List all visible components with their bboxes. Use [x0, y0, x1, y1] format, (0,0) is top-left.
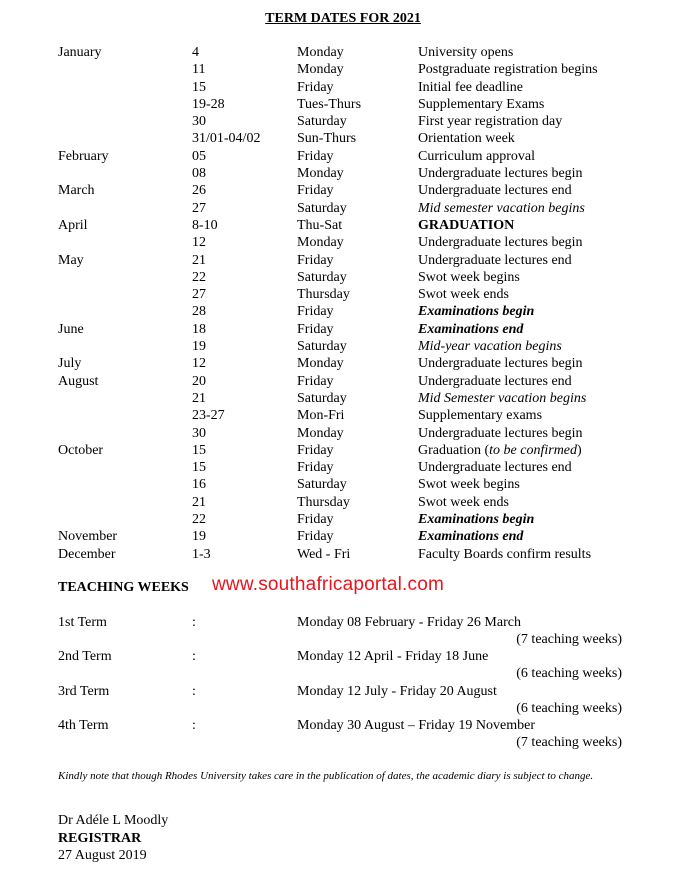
event-text: Undergraduate lectures end	[418, 183, 572, 199]
table-row	[0, 338, 686, 355]
day-cell: Friday	[297, 460, 334, 476]
term-entry	[0, 615, 686, 651]
day-cell: Thu-Sat	[297, 217, 343, 233]
table-row	[0, 148, 686, 165]
table-row	[0, 390, 686, 407]
event-text: Supplementary exams	[418, 408, 543, 424]
table-row	[0, 44, 686, 61]
event-cell	[418, 269, 520, 286]
event-text: GRADUATION	[418, 217, 515, 233]
event-cell	[418, 61, 598, 78]
term-name: 3rd Term	[58, 684, 110, 699]
event-cell	[418, 252, 572, 269]
day-cell: Saturday	[297, 200, 347, 216]
event-text: Examinations end	[418, 321, 524, 337]
table-row	[0, 61, 686, 78]
event-text: Undergraduate lectures begin	[418, 235, 583, 251]
date-cell: 11	[192, 62, 206, 78]
day-cell: Friday	[297, 512, 334, 528]
day-cell: Friday	[297, 148, 334, 164]
event-cell	[418, 182, 572, 199]
table-row	[0, 528, 686, 545]
event-cell	[418, 44, 513, 61]
event-cell	[418, 303, 534, 320]
day-cell: Friday	[297, 373, 334, 389]
date-cell: 28	[192, 304, 206, 320]
day-cell: Friday	[297, 252, 334, 268]
date-cell: 05	[192, 148, 206, 164]
table-row	[0, 442, 686, 459]
day-cell: Monday	[297, 425, 344, 441]
table-row	[0, 269, 686, 286]
month-cell: March	[58, 183, 95, 199]
event-cell	[418, 494, 509, 511]
event-cell	[418, 321, 523, 338]
term-entry	[0, 649, 686, 685]
table-row	[0, 217, 686, 234]
event-text: Mid Semester vacation begins	[418, 390, 587, 406]
table-row	[0, 303, 686, 320]
table-row	[0, 373, 686, 390]
event-text: Mid semester vacation begins	[418, 200, 585, 216]
term-name: 4th Term	[58, 718, 109, 733]
table-row	[0, 286, 686, 303]
day-cell: Sun-Thurs	[297, 131, 357, 147]
date-cell: 12	[192, 356, 206, 372]
event-cell	[418, 546, 591, 563]
term-colon: :	[192, 684, 196, 699]
event-text: )	[577, 442, 582, 458]
table-row	[0, 476, 686, 493]
disclaimer-note: Kindly note that though Rhodes University takes care in the publication of dates, the academic diary is subject to change.	[58, 770, 594, 782]
event-text: to be confirmed	[489, 442, 578, 458]
event-text: Undergraduate lectures begin	[418, 166, 583, 182]
month-cell: May	[58, 252, 84, 268]
event-cell	[418, 148, 535, 165]
table-row	[0, 130, 686, 147]
date-cell: 18	[192, 321, 206, 337]
term-range: Monday 12 April - Friday 18 June	[297, 649, 489, 664]
table-row	[0, 182, 686, 199]
page-title: TERM DATES FOR 2021	[265, 11, 421, 26]
term-entry	[0, 718, 686, 754]
signatory-role: REGISTRAR	[58, 831, 142, 846]
table-row	[0, 113, 686, 130]
term-weeks: (6 teaching weeks)	[516, 666, 622, 681]
signature-date: 27 August 2019	[58, 848, 147, 863]
event-text: First year registration day	[418, 114, 563, 130]
day-cell: Saturday	[297, 390, 347, 406]
day-cell: Monday	[297, 356, 344, 372]
event-text: Swot week ends	[418, 287, 509, 303]
month-cell: December	[58, 546, 116, 562]
date-cell: 1-3	[192, 546, 211, 562]
event-text: Graduation (	[418, 442, 490, 458]
date-cell: 27	[192, 287, 206, 303]
day-cell: Friday	[297, 79, 334, 95]
term-weeks: (7 teaching weeks)	[516, 735, 622, 750]
signatory-name: Dr Adéle L Moodly	[58, 813, 169, 828]
month-cell: November	[58, 529, 118, 545]
term-weeks: (7 teaching weeks)	[516, 632, 622, 647]
term-range: Monday 08 February - Friday 26 March	[297, 615, 521, 630]
date-cell: 15	[192, 79, 206, 95]
event-text: Undergraduate lectures end	[418, 460, 572, 476]
date-cell: 22	[192, 512, 206, 528]
day-cell: Monday	[297, 62, 344, 78]
event-text: Faculty Boards confirm results	[418, 546, 592, 562]
event-text: Examinations begin	[418, 512, 535, 528]
event-text: Swot week ends	[418, 494, 509, 510]
event-cell	[418, 476, 520, 493]
date-cell: 08	[192, 166, 206, 182]
month-cell: August	[58, 373, 99, 389]
term-dates-table	[0, 44, 686, 563]
event-text: Postgraduate registration begins	[418, 62, 598, 78]
term-colon: :	[192, 615, 196, 630]
event-cell	[418, 528, 523, 545]
day-cell: Saturday	[297, 477, 347, 493]
event-cell	[418, 373, 572, 390]
event-cell	[418, 425, 583, 442]
day-cell: Saturday	[297, 269, 347, 285]
date-cell: 21	[192, 390, 206, 406]
day-cell: Monday	[297, 235, 344, 251]
date-cell: 15	[192, 460, 206, 476]
month-cell: October	[58, 442, 104, 458]
event-cell	[418, 113, 562, 130]
term-name: 2nd Term	[58, 649, 112, 664]
day-cell: Friday	[297, 183, 334, 199]
table-row	[0, 546, 686, 563]
table-row	[0, 252, 686, 269]
event-cell	[418, 165, 583, 182]
month-cell: June	[58, 321, 84, 337]
term-colon: :	[192, 718, 196, 733]
table-row	[0, 79, 686, 96]
table-row	[0, 459, 686, 476]
event-cell	[418, 338, 562, 355]
table-row	[0, 425, 686, 442]
table-row	[0, 165, 686, 182]
event-text: Undergraduate lectures end	[418, 252, 572, 268]
month-cell: April	[58, 217, 88, 233]
date-cell: 4	[192, 45, 199, 60]
day-cell: Mon-Fri	[297, 408, 345, 424]
event-text: Undergraduate lectures begin	[418, 356, 583, 372]
date-cell: 22	[192, 269, 206, 285]
date-cell: 26	[192, 183, 206, 199]
table-row	[0, 96, 686, 113]
watermark-link[interactable]: www.southafricaportal.com	[212, 574, 445, 595]
event-cell	[418, 200, 585, 217]
event-text: Undergraduate lectures begin	[418, 425, 583, 441]
term-colon: :	[192, 649, 196, 664]
table-row	[0, 407, 686, 424]
table-row	[0, 321, 686, 338]
date-cell: 8-10	[192, 217, 218, 233]
teaching-weeks-heading: TEACHING WEEKS	[58, 580, 189, 595]
table-row	[0, 200, 686, 217]
term-name: 1st Term	[58, 615, 107, 630]
table-row	[0, 355, 686, 372]
event-text: Initial fee deadline	[418, 79, 523, 95]
event-cell	[418, 96, 544, 113]
event-text: Mid-year vacation begins	[418, 339, 562, 355]
term-range: Monday 30 August – Friday 19 November	[297, 718, 535, 733]
event-cell	[418, 217, 514, 234]
event-cell	[418, 130, 515, 147]
event-text: Swot week begins	[418, 477, 520, 493]
day-cell: Friday	[297, 321, 334, 337]
term-entry	[0, 684, 686, 720]
date-cell: 20	[192, 373, 206, 389]
event-text: Examinations end	[418, 529, 524, 545]
event-text: University opens	[418, 45, 514, 60]
event-text: Orientation week	[418, 131, 515, 147]
date-cell: 15	[192, 442, 206, 458]
event-cell	[418, 442, 582, 459]
term-weeks: (6 teaching weeks)	[516, 701, 622, 716]
date-cell: 27	[192, 200, 206, 216]
event-cell	[418, 355, 583, 372]
date-cell: 21	[192, 252, 206, 268]
event-text: Supplementary Exams	[418, 96, 545, 112]
day-cell: Saturday	[297, 114, 347, 130]
month-cell: July	[58, 356, 82, 372]
day-cell: Friday	[297, 442, 334, 458]
date-cell: 30	[192, 114, 206, 130]
date-cell: 23-27	[192, 408, 225, 424]
table-row	[0, 234, 686, 251]
date-cell: 21	[192, 494, 206, 510]
date-cell: 19	[192, 339, 206, 355]
event-cell	[418, 511, 534, 528]
term-range: Monday 12 July - Friday 20 August	[297, 684, 497, 699]
date-cell: 16	[192, 477, 206, 493]
day-cell: Saturday	[297, 339, 347, 355]
table-row	[0, 494, 686, 511]
day-cell: Wed - Fri	[297, 546, 351, 562]
date-cell: 30	[192, 425, 206, 441]
day-cell: Thursday	[297, 287, 350, 303]
date-cell: 31/01-04/02	[192, 131, 261, 147]
event-cell	[418, 79, 523, 96]
event-text: Examinations begin	[418, 304, 535, 320]
day-cell: Friday	[297, 529, 334, 545]
day-cell: Tues-Thurs	[297, 96, 362, 112]
event-text: Swot week begins	[418, 269, 520, 285]
day-cell: Friday	[297, 304, 334, 320]
event-cell	[418, 459, 572, 476]
date-cell: 19	[192, 529, 206, 545]
event-cell	[418, 407, 542, 424]
day-cell: Monday	[297, 166, 344, 182]
date-cell: 12	[192, 235, 206, 251]
day-cell: Monday	[297, 45, 344, 60]
event-cell	[418, 286, 509, 303]
month-cell: February	[58, 148, 109, 164]
event-text: Curriculum approval	[418, 148, 536, 164]
event-cell	[418, 234, 583, 251]
month-cell: January	[58, 45, 102, 60]
day-cell: Thursday	[297, 494, 350, 510]
table-row	[0, 511, 686, 528]
event-cell	[418, 390, 586, 407]
event-text: Undergraduate lectures end	[418, 373, 572, 389]
date-cell: 19-28	[192, 96, 225, 112]
